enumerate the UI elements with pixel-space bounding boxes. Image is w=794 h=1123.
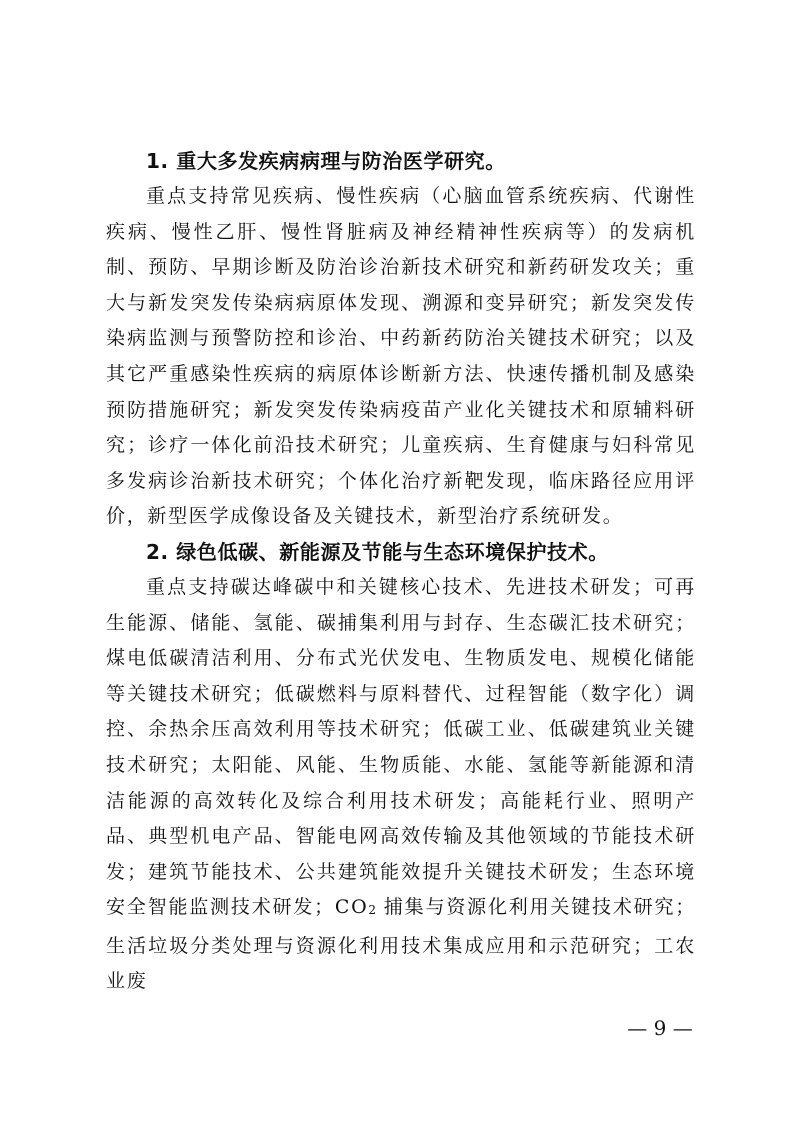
body-text-before-subscript: 重点支持碳达峰碳中和关键核心技术、先进技术研发；可再生能源、储能、氢能、碳捕集利用与封存、生态碳汇技术研究；煤电低碳清洁利用、分布式光伏发电、生物质发电、规模化储能等关键技术研究；低碳燃料与原料替代、过程智能（数字化）调控、余热余压高效利用等技术研究；低碳工业、低碳建筑业关键技术研究；太阳能、风能、生物质能、水能、氢能等新能源和清洁能源的高效转化及综合利用技术研发；高能耗行业、照明产品、典型机电产品、智能电网高效传输及其他领域的节能技术研发；建筑节能技术、公共建筑能效提升关键技术研发；生态环境安全智能监测技术研发；CO (106, 575, 696, 919)
section-heading-green-energy: 2. 绿色低碳、新能源及节能与生态环境保护技术。 (146, 539, 609, 564)
section-body-green-energy (106, 570, 696, 1000)
co2-subscript: 2 (368, 903, 377, 918)
section-heading-medical: 1. 重大多发疾病病理与防治医学研究。 (146, 149, 506, 173)
page-number: — 9 — (627, 1016, 693, 1040)
body-text-after-subscript: 捕集与资源化利用关键技术研究；生活垃圾分类处理与资源化利用技术集成应用和示范研究；工农业废 (106, 896, 696, 993)
section-body-medical: 重点支持常见疾病、慢性疾病（心脑血管系统疾病、代谢性疾病、慢性乙肝、慢性肾脏病及神经精神性疾病等）的发病机制、预防、早期诊断及防治诊治新技术研究和新药研发攻关；重大与新发突发传染病病原体发现、溯源和变异研究；新发突发传染病监测与预警防控和诊治、中药新药防治关键技术研究；以及其它严重感染性疾病的病原体诊断新方法、快速传播机制及感染预防措施研究；新发突发传染病疫苗产业化关键技术和原辅料研究；诊疗一体化前沿技术研究；儿童疾病、生育健康与妇科常见多发病诊治新技术研究；个体化治疗新靶发现，临床路径应用评价，新型医学成像设备及关键技术，新型治疗系统研发。 (106, 185, 696, 528)
document-body (106, 144, 696, 1000)
